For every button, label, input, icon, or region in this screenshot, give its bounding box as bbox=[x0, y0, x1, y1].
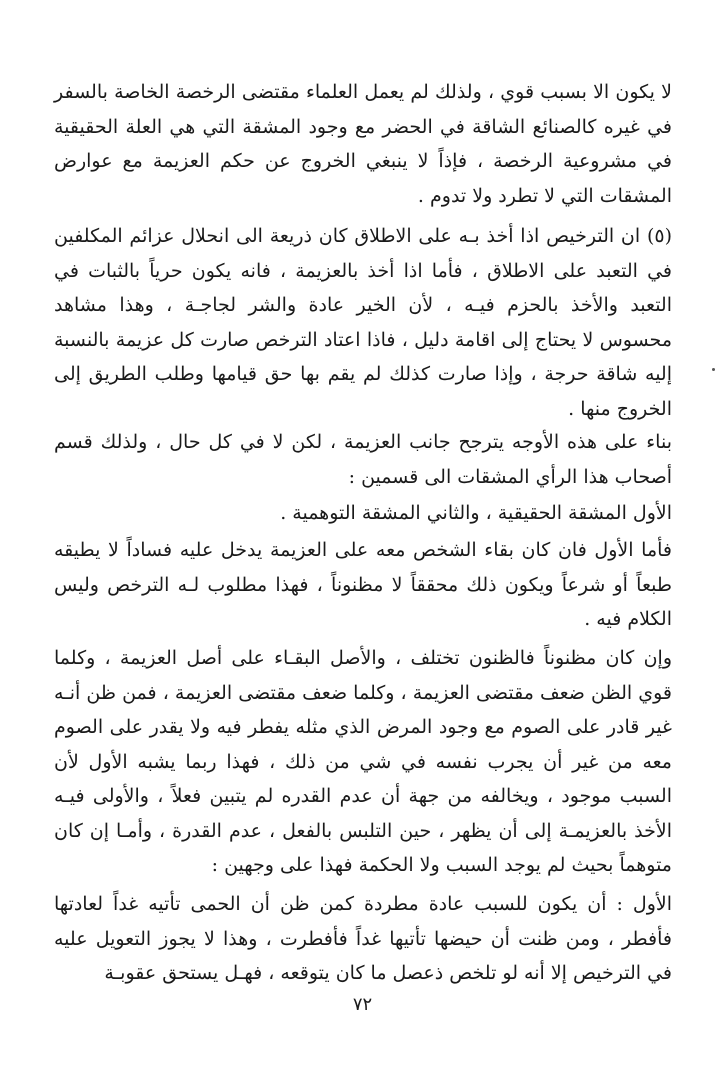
page-number: ٧٢ bbox=[352, 994, 373, 1015]
paragraph-5: فأما الأول فان كان بقاء الشخص معه على العزيمة يدخل عليه فساداً لا يطيقه طبعاً أو شرعاً ويكون ذلك محققاً لا مظنوناً ، فهذا مطلوب لـه الترخص وليس الكلام فيه . bbox=[54, 539, 672, 630]
paragraph-3: بناء على هذه الأوجه يترجح جانب العزيمة ، لكن لا في كل حال ، ولذلك قسم أصحاب هذا الرأي المشقات الى قسمين : bbox=[54, 431, 672, 488]
paragraph-2: (٥) ان الترخيص اذا أخذ بـه على الاطلاق كان ذريعة الى انحلال عزائم المكلفين في التعبد على الاطلاق ، فأما اذا أخذ بالعزيمة ، فانه يكون حرياً بالثبات في التعبد والأخذ بالحزم فيـه ، لأن الخير عادة والشر لجاجـة ، وهذا مشاهد محسوس لا يحتاج إلى اقامة دليل ، فاذا اعتاد الترخص صارت كل عزيمة بالنسبة إليه شاقة حرجة ، وإذا صارت كذلك لم يقم بها حق قيامها وطلب الطريق إلى الخروج منها . bbox=[54, 225, 672, 420]
paragraph-6: وإن كان مظنوناً فالظنون تختلف ، والأصل البقـاء على أصل العزيمة ، وكلما قوي الظن ضعف مقتضى العزيمة ، وكلما ضعف مقتضى العزيمة ، فمن ظن أنـه غير قادر على الصوم مع وجود المرض الذي مثله يفطر فيه ولا يقدر على الصوم معه من غير أن يجرب نفسه في شي من ذلك ، فهذا ربما يشبه الأول لأن السبب موجود ، ويخالفه من جهة أن عدم القدره لم يتبين فعلاً ، والأولى فيـه الأخذ بالعزيمـة إلى أن يظهر ، حين التلبس بالفعل ، عدم القدرة ، وأمـا إن كان متوهماً بحيث لم يوجد السبب ولا الحكمة فهذا على وجهين : bbox=[54, 647, 672, 876]
margin-speck bbox=[712, 368, 715, 371]
paragraph-4: الأول المشقة الحقيقية ، والثاني المشقة التوهمية . bbox=[280, 502, 672, 524]
paragraph-7: الأول : أن يكون للسبب عادة مطردة كمن ظن أن الحمى تأتيه غداً لعادتها فأفطر ، ومن ظنت أن حيضها تأتيها غداً فأفطرت ، وهذا لا يجوز التعويل عليه في الترخيص إلا أنه لو تلخص ذعصل ما كان يتوقعه ، فهـل يستحق عقوبـة bbox=[54, 893, 672, 984]
paragraph-1: لا يكون الا بسبب قوي ، ولذلك لم يعمل العلماء مقتضى الرخصة الخاصة بالسفر في غيره كالصنائع الشاقة في الحضر مع وجود المشقة التي هي العلة الحقيقية في مشروعية الرخصة ، فإذاً لا ينبغي الخروج عن حكم العزيمة مع عوارض المشقات التي لا تطرد ولا تدوم . bbox=[54, 81, 672, 207]
